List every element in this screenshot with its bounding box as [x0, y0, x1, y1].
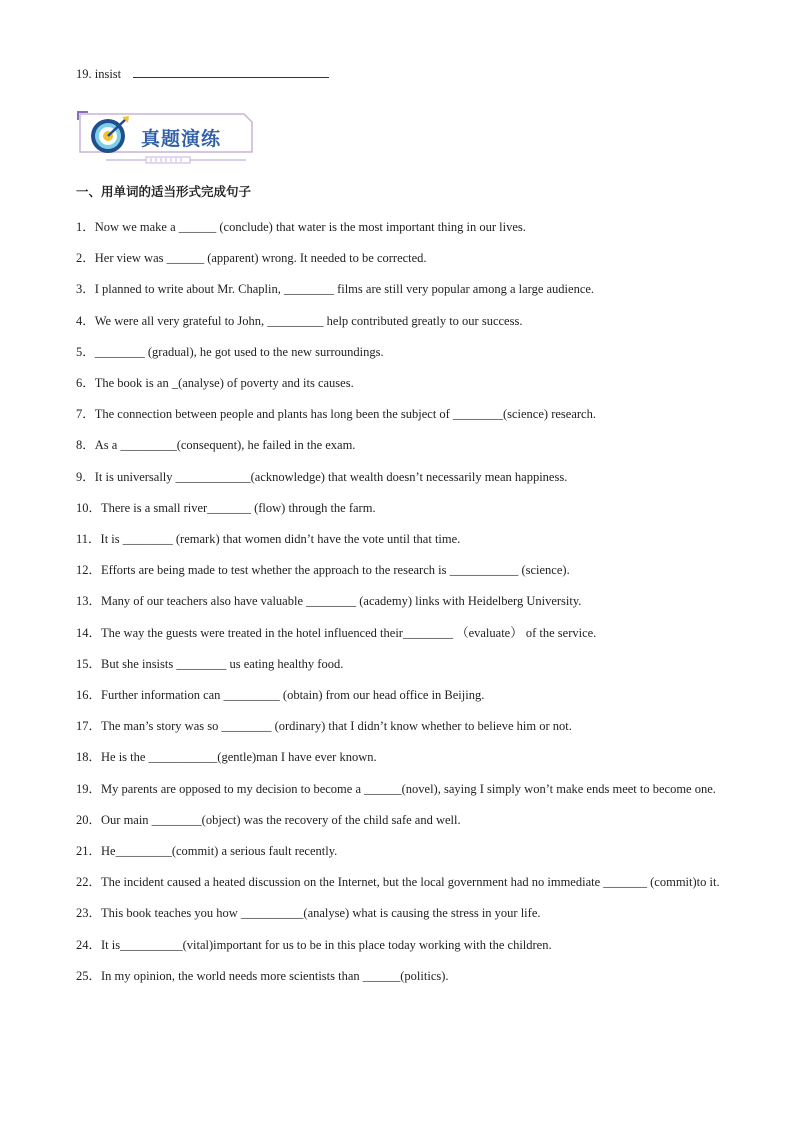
- exercise-item: 24．It is__________(vital)important for us to be in this place today working with the children.: [76, 937, 552, 952]
- exercise-item: 14．The way the guests were treated in the hotel influenced their________ （evaluate） of the service.: [76, 625, 597, 640]
- exercise-item: 2．Her view was ______ (apparent) wrong. It needed to be corrected.: [76, 251, 427, 266]
- exercise-item: 11．It is ________ (remark) that women didn’t have the vote until that time.: [76, 532, 461, 547]
- exercise-item: 16．Further information can _________ (obtain) from our head office in Beijing.: [76, 688, 485, 703]
- exercise-item: 4．We were all very grateful to John, _________ help contributed greatly to our success.: [76, 313, 523, 328]
- exercise-item: 21．He_________(commit) a serious fault recently.: [76, 844, 338, 859]
- previous-item-text: 19. insist: [76, 67, 122, 81]
- exercise-item: 22．The incident caused a heated discussion on the Internet, but the local government had no immediate _______ (commit)to it.: [76, 875, 720, 890]
- exercise-item: 15．But she insists ________ us eating healthy food.: [76, 656, 344, 671]
- exercise-item: 17．The man’s story was so ________ (ordinary) that I didn’t know whether to believe him or not.: [76, 719, 572, 734]
- exercise-item: 18．He is the ___________(gentle)man I have ever known.: [76, 750, 377, 765]
- exercise-item: 25．In my opinion, the world needs more scientists than ______(politics).: [76, 968, 449, 983]
- exercise-item: 3．I planned to write about Mr. Chaplin, ________ films are still very popular among a large audience.: [76, 282, 595, 297]
- exercise-item: 23．This book teaches you how __________(analyse) what is causing the stress in your life.: [76, 906, 541, 921]
- section-heading: 一、用单词的适当形式完成句子: [76, 184, 252, 199]
- exercise-item: 20．Our main ________(object) was the recovery of the child safe and well.: [76, 812, 461, 827]
- exercise-item: 19．My parents are opposed to my decision to become a ______(novel), saying I simply won’t make ends meet to become one.: [76, 781, 716, 796]
- exercise-item: 6．The book is an _(analyse) of poverty and its causes.: [76, 376, 354, 391]
- exercise-item: 8．As a _________(consequent), he failed in the exam.: [76, 438, 356, 453]
- exercise-item: 9．It is universally ____________(acknowledge) that wealth doesn’t necessarily mean happiness.: [76, 469, 568, 484]
- exercise-item: 10．There is a small river_______ (flow) through the farm.: [76, 500, 376, 515]
- target-icon: [88, 115, 132, 155]
- exercise-item: 1．Now we make a ______ (conclude) that water is the most important thing in our lives.: [76, 220, 526, 234]
- previous-item: [76, 67, 329, 82]
- exercise-list: [76, 212, 726, 992]
- exercise-item: 12．Efforts are being made to test whether the approach to the research is ___________ (science).: [76, 563, 570, 578]
- exercise-item: 5．________ (gradual), he got used to the new surroundings.: [76, 344, 384, 359]
- exercise-item: 7．The connection between people and plants has long been the subject of ________(science) research.: [76, 407, 596, 422]
- exercise-item: 13．Many of our teachers also have valuable ________ (academy) links with Heidelberg University.: [76, 594, 582, 609]
- section-banner: [76, 110, 256, 165]
- banner-title: 真题演练: [141, 128, 222, 150]
- answer-blank[interactable]: [133, 76, 329, 78]
